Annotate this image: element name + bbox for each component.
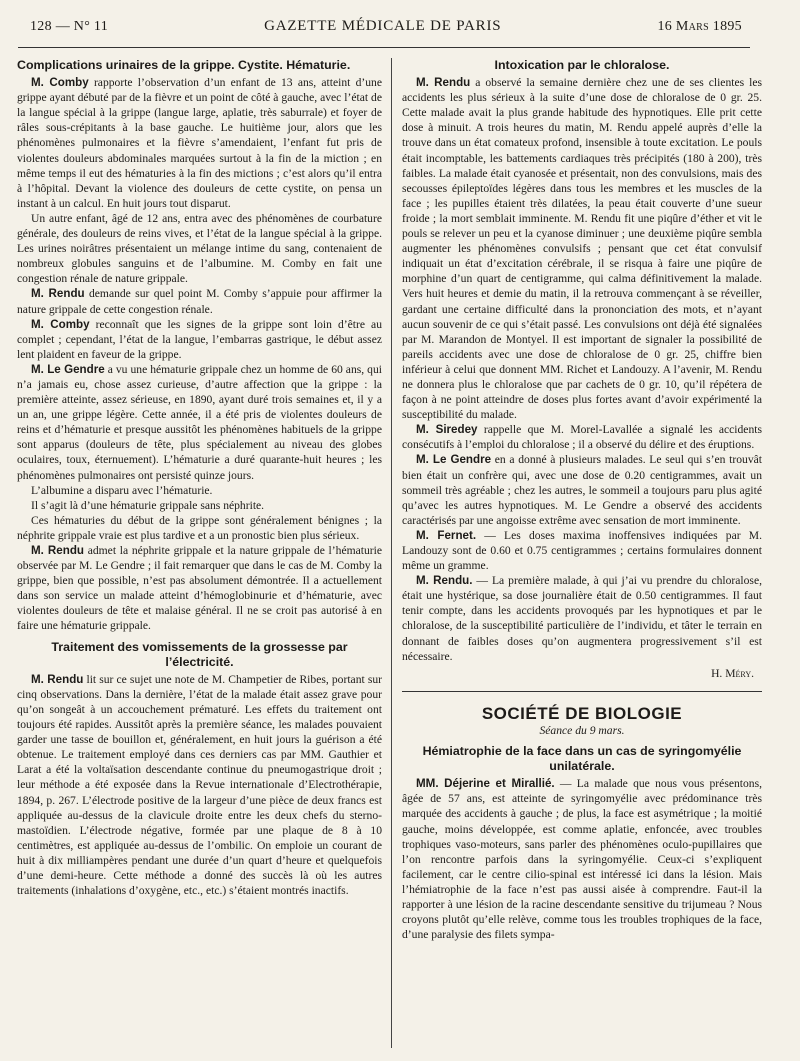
speaker: M. Rendu. (416, 574, 473, 588)
speaker: MM. Déjerine et Mirallié. (416, 777, 555, 791)
speaker: M. Fernet. (416, 528, 477, 542)
section-rule (402, 691, 762, 692)
section-title-urinary: Complications urinaires de la grippe. Cystite. Hématurie. (17, 58, 351, 72)
paragraph: M. Rendu. — La première malade, à qui j’ai vu prendre du chloralose, était une hystérique, sa dose journalière était de 0.50 centigrammes. Il faut tenir compte, dans les accidents provoqués par les hypnotiques et par le chloralose, de la susceptibilité particulière de l’individu, et tâter le terrain en donnant de faibles doses qu’on augmentera progressivement s’il est nécessaire. (402, 574, 762, 663)
header-rule (18, 47, 750, 48)
paragraph: M. Comby rapporte l’observation d’un enfant de 13 ans, atteint d’une grippe ayant débuté par de la fièvre et un point de côté à gauche, avec l’état de la langue spécial à la grippe (langue large, aplatie, très saburrale) et foyer de râles sous-crépitants à la base gauche. Le huitième jour, alors que les phénomènes pulmonaires et la fièvre s’amendaient, l’enfant fut pris de violentes douleurs abdominales marquées surtout à la fin de la miction ; en même temps il eut des hématuries à la fin des mictions ; c’est alors qu’il entra à l’hôpital. Devant la violence des douleurs de cette cystite, on pensa un instant à un calcul. En huit jours tout disparut. (17, 76, 382, 210)
paragraph: M. Le Gendre en a donné à plusieurs malades. Le seul qui s’en trouvât bien était un confrère qui, avec une dose de 0.20 centigrammes, avait un sommeil très agréable ; chez les autres, le sommeil a toujours paru plus agité qu’avec les autres hypnotiques. M. Le Gendre a observé des accidents caractérisés par une angoisse extrême avec sensation de mort imminente. (402, 453, 762, 527)
page-number: 128 — N° 11 (30, 19, 108, 34)
paragraph: M. Rendu demande sur quel point M. Comby s’appuie pour affirmer la nature grippale de cette congestion rénale. (17, 287, 382, 316)
left-column (17, 58, 382, 898)
paragraph: Un autre enfant, âgé de 12 ans, entra avec des phénomènes de courbature générale, des douleurs de reins vives, et l’état de la langue spécial à la grippe. Les urines noirâtres présentaient un mélange intime du sang, contenaient de nombreux globules sanguins et de l’albumine. M. Comby en fait une congestion rénale de nature grippale. (17, 211, 382, 286)
section-title-chloralose: Intoxication par le chloralose. (494, 58, 670, 72)
speaker: M. Rendu (416, 76, 471, 90)
page-header (30, 18, 742, 40)
paragraph: M. Le Gendre a vu une hématurie grippale chez un homme de 60 ans, qui n’a jamais eu, chose assez curieuse, d’autre affection que la grippe : la première atteinte, assez sérieuse, en 1890, ayant duré trois semaines et, il y a un an, une grippe légère. Cette année, il a été pris de violentes douleurs de reins et d’hématurie et presque aussitôt les phénomènes habituels de la grippe sont apparus (douleurs de tête, plus spécialement au niveau des globes oculaires, toux, éternuement). L’hématurie a duré quarante-huit heures ; les phénomènes pulmonaires ont persisté quinze jours. (17, 362, 382, 482)
speaker: M. Le Gendre (31, 362, 105, 376)
paragraph: M. Comby reconnaît que les signes de la grippe sont loin d’être au complet ; cependant, l’état de la langue, l’embarras gastrique, le début assez lent plaident en faveur de la grippe. (17, 317, 382, 361)
speaker: M. Siredey (416, 423, 478, 437)
issue-date: 16 Mars 1895 (657, 19, 742, 34)
section-title-vomiting: Traitement des vomissements de la grossesse par l’électricité. (51, 639, 348, 669)
right-column (402, 58, 762, 942)
paragraph: M. Rendu admet la néphrite grippale et la nature grippale de l’hématurie observée par M. Le Gendre ; il fait remarquer que dans le cas de M. Comby la grippe, bien que possible, n’est pas absolument démontrée. Il a actuellement dans son service un malade atteint d’hémoglobinurie et d’hématurie, avec violentes douleurs de tête et malaise général. Il ne se croit pas autorisé à en faire une hématurie grippale. (17, 544, 382, 633)
signature: H. Méry. (711, 666, 754, 680)
paragraph: MM. Déjerine et Mirallié. — La malade que nous vous présentons, âgée de 57 ans, est atteinte de syringomyélie avec prédominance très marquée des accidents à gauche ; de plus, la face est asymétrique ; la moitié gauche, moins développée, est comme aplatie, enfoncée, avec troubles trophiques vaso-moteurs, sans parler des phénomènes oculo-pupillaires que l’on rencontre parfois dans la syringomyélie. Ceux-ci s’expliquent facilement, car le centre cilio-spinal est intéressé ici dans la lésion. Mais l’hémiatrophie de la face n’est pas aussi aisée à comprendre. Faut-il la rapporter à une lésion de la racine descendante sensitive du trijumeau ? Nous croyons plutôt qu’elle relève, comme tous les troubles trophiques de la face, d’une paralysie des filets sympa- (402, 777, 762, 942)
speaker: M. Le Gendre (416, 453, 492, 467)
seance-date: Séance du 9 mars. (539, 723, 625, 737)
paragraph: L’albumine a disparu avec l’hématurie. (31, 483, 213, 497)
speaker: M. Comby (31, 317, 90, 331)
speaker: M. Comby (31, 76, 89, 90)
column-divider (391, 58, 392, 1048)
speaker: M. Rendu (31, 672, 84, 686)
paragraph: M. Rendu lit sur ce sujet une note de M. Champetier de Ribes, portant sur cinq observations. Dans la dernière, l’état de la malade était assez grave pour qu’on songeât à un accouchement prématuré. Les effets du traitement ont toujours été rapides. Aussitôt après la première séance, les malades pouvaient garder une tasse de bouillon et, généralement, en huit jours la guérison a été obtenue. Le traitement employé dans ces derniers cas par MM. Gauthier et Larat a été la voltaïsation descendante continue du pneumogastrique droit ; leur méthode a été exposée dans la Revue internationale d’Electrothérapie, 1894, p. 267. L’électrode positive de la largeur d’une pièce de deux francs est appliquée au-dessus de la clavicule droite entre les deux chefs du sterno-mastoïdien. L’électrode négative, formée par une plaque de 8 à 10 centimètres, est appliquée au-dessus de l’ombilic. On emploie un courant de huit à dix milliampères pendant une durée d’un quart d’heure et quelquefois d’une demi-heure. Cette méthode a donné des succès là où les autres traitements (inhalations d’oxygène, etc., etc.) s’étaient montrés inactifs. (17, 672, 382, 898)
speaker: M. Rendu (31, 544, 84, 557)
section-title-hemiatrophy: Hémiatrophie de la face dans un cas de syringomyélie unilatérale. (422, 744, 742, 774)
paragraph: Il s’agit là d’une hématurie grippale sans néphrite. (31, 498, 265, 512)
paragraph: M. Fernet. — Les doses maxima inoffensives indiquées par M. Landouzy sont de 0.60 et 0.75 centigrammes ; certains formulaires donnent même un gramme. (402, 528, 762, 573)
speaker: M. Rendu (31, 287, 85, 301)
journal-title: GAZETTE MÉDICALE DE PARIS (264, 18, 502, 34)
society-heading: SOCIÉTÉ DE BIOLOGIE (481, 703, 683, 723)
paragraph: Ces hématuries du début de la grippe sont généralement bénignes ; la néphrite grippale vraie est plus tardive et a un pronostic bien plus sérieux. (17, 513, 382, 542)
paragraph: M. Rendu a observé la semaine dernière chez une de ses clientes les accidents les plus sérieux à la suite d’une dose de chloralose de 0 gr. 25. Cette malade avait la plus grande habitude des hypnotiques. Elle prit cette dose à minuit. A trois heures du matin, M. Rendu appelé auprès d’elle la trouve dans un état comateux profond, insensible à toute excitation. Le pouls était incomptable, les battements cardiaques très précipités (180 à 200), très faibles. La malade était cyanosée et présentait, non des convulsions, mais des secousses épileptoïdes légères dans tous les membres et les muscles de la face ; les pupilles étaient très dilatées, la peau était couverte d’une sueur froide ; la mort semblait imminente. M. Rendu fit une piqûre d’éther et vit le pouls se relever un peu et la cyanose diminuer ; une deuxième piqûre sembla augmenter les phénomènes convulsifs ; pensant que cet état convulsif indiquait un état d’excitation cérébrale, il se risqua à faire une piqûre de morphine d’un quart de centigramme, qui calma définitivement la malade. Vers huit heures et demie du matin, il la retrouva commençant à se réveiller, gardant une certaine difficulté dans la prononciation des mots, et n’ayant aucun souvenir de ce qui s’était passé. Les convulsions ont déjà été signalées par M. Marandon de Montyel. Il est important de signaler la possibilité de pareils accidents avec une dose de chloralose de 0 gr. 25, chiffre bien inférieur à celui que donnent MM. Richet et Landouzy. A l’avenir, M. Rendu ne donnera plus le chloralose que par cachets de 0 gr. 10, qu’il répétera de façon à ne point atteindre de doses plus fortes avant d’avoir expérimenté la susceptibilité du malade. (402, 76, 762, 422)
paragraph: M. Siredey rappelle que M. Morel-Lavallée a signalé les accidents consécutifs à l’emploi du chloralose ; il a observé du délire et des éruptions. (402, 423, 762, 452)
